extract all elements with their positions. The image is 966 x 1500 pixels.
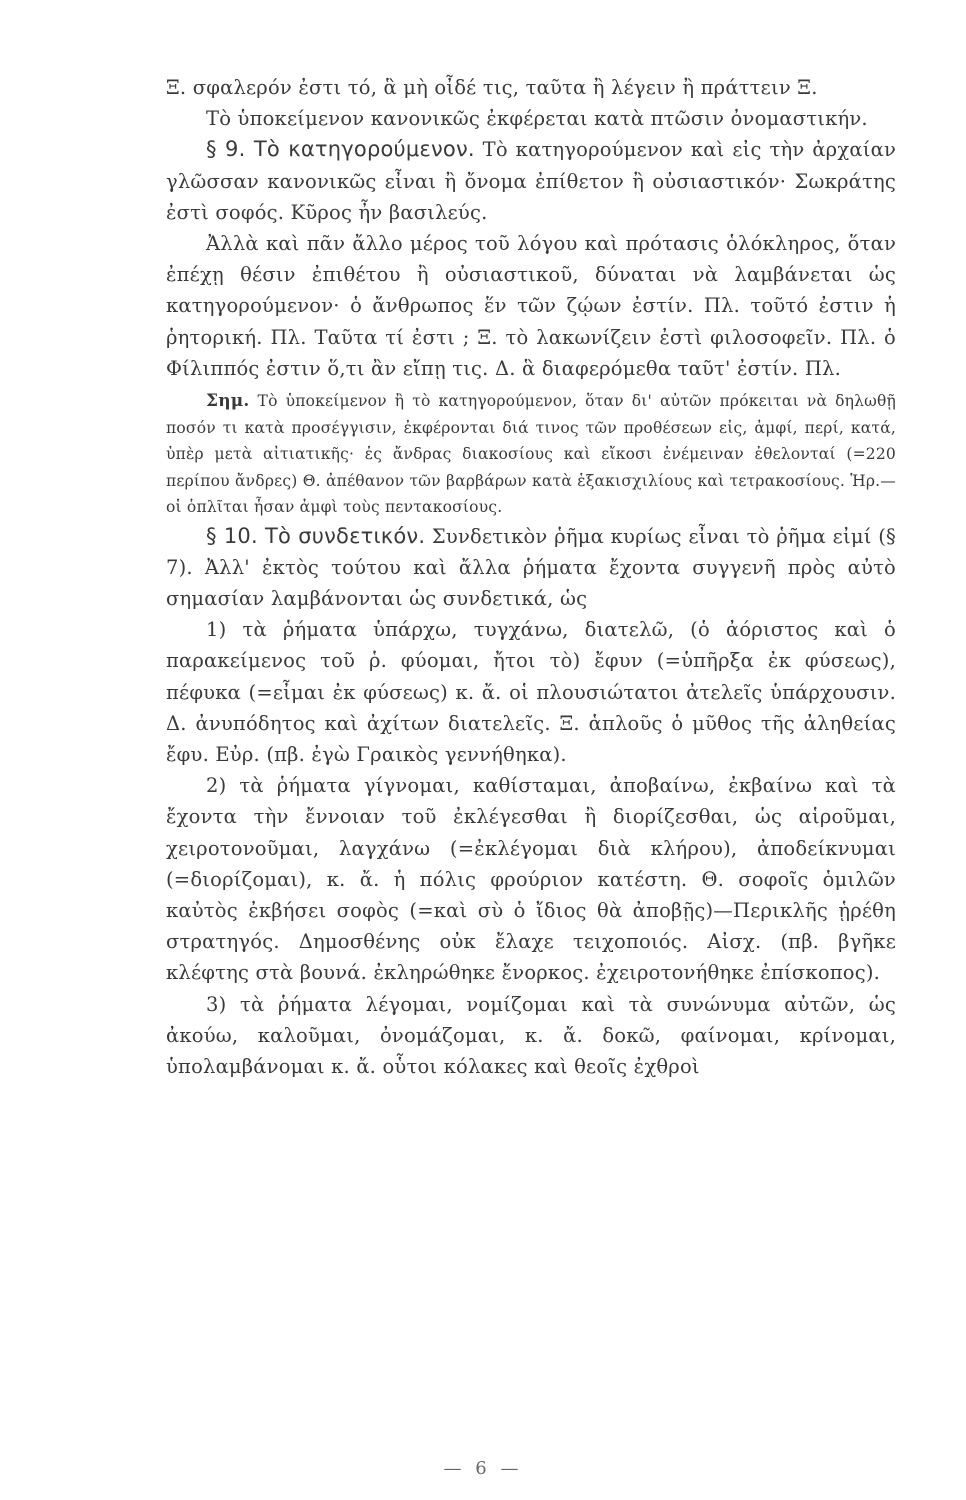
section-9-heading: § 9. Τὸ κατηγορούμενον. [206, 137, 475, 162]
list-item-3: 3) τὰ ῥήματα λέγομαι, νομίζομαι καὶ τὰ συνώνυμα αὐτῶν, ὡς ἀκούω, καλοῦμαι, ὀνομάζομαι, κ. ἄ. δοκῶ, φαίνομαι, κρίνομαι, ὑπολαμβάνομαι κ. ἄ. οὗτοι κόλακες καὶ θεοῖς ἐχθροὶ [166, 992, 896, 1078]
page-number: — 6 — [443, 1458, 523, 1479]
text-line-quote: Ξ. σφαλερόν ἐστι τό, ἃ μὴ οἶδέ τις, ταῦτα ἢ λέγειν ἢ πράττειν Ξ. [166, 76, 818, 99]
list-item-1: 1) τὰ ῥήματα ὑπάρχω, τυγχάνω, διατελῶ, (ὁ ἀόριστος καὶ ὁ παρακείμενος τοῦ ῥ. φύομαι, ἤτοι τὸ) ἔφυν (=ὑπῆρξα ἐκ φύσεως), πέφυκα (=εἶμαι ἐκ φύσεως) κ. ἄ. οἱ πλουσιώτατοι ἀτελεῖς ὑπάρχουσιν. Δ. ἀνυπόδητος καὶ ἀχίτων διατελεῖς. Ξ. ἁπλοῦς ὁ μῦθος τῆς ἀληθείας ἔφυ. Εὐρ. (πβ. ἐγὼ Γραικὸς γεννήθηκα). [166, 618, 896, 766]
body-text [166, 72, 896, 1082]
section-9-body: Τὸ κατηγορούμενον καὶ εἰς τὴν ἀρχαίαν γλῶσσαν κανονικῶς εἶναι ἢ ὄνομα ἐπίθετον ἢ οὐσιαστικόν· Σωκράτης ἐστὶ σοφός. Κῦρος ἦν βασιλεύς. [166, 138, 896, 224]
note-label: Σημ. [206, 391, 250, 412]
list-item-2: 2) τὰ ῥήματα γίγνομαι, καθίσταμαι, ἀποβαίνω, ἐκβαίνω καὶ τὰ ἔχοντα τὴν ἔννοιαν τοῦ ἐκλέγεσθαι ἢ διορίζεσθαι, ὡς αἱροῦμαι, χειροτονοῦμαι, λαγχάνω (=ἐκλέγομαι διὰ κλήρου), ἀποδείκνυμαι (=διορίζομαι), κ. ἄ. ἡ πόλις φρούριον κατέστη. Θ. σοφοῖς ὁμιλῶν καὐτὸς ἐκβήσει σοφὸς (=καὶ σὺ ὁ ἴδιος θὰ ἀποβῇς)—Περικλῆς ᾑρέθη στρατηγός. Δημοσθένης οὐκ ἔλαχε τειχοποιός. Αἰσχ. (πβ. βγῆκε κλέφτης στὰ βουνά. ἐκληρώθηκε ἔνορκος. ἐχειροτονήθηκε ἐπίσκοπος). [166, 774, 896, 985]
section-10-heading: § 10. Τὸ συνδετικόν. [206, 523, 426, 548]
note-text: Τὸ ὑποκείμενον ἢ τὸ κατηγορούμενον, ὅταν δι' αὐτῶν πρόκειται νὰ δηλωθῇ ποσόν τι κατὰ προσέγγισιν, ἐκφέρονται διά τινος τῶν προθέσεων εἰς, ἀμφί, περί, κατά, ὑπὲρ μετὰ αἰτιατικῆς· ἐς ἄνδρας διακοσίους καὶ εἴκοσι ἐνέμειναν ἐθελονταί (=220 περίπου ἄνδρες) Θ. ἀπέθανον τῶν βαρβάρων κατὰ ἑξακισχιλίους καὶ τετρακοσίους. Ἡρ.—οἱ ὁπλῖται ἦσαν ἀμφὶ τοὺς πεντακοσίους. [166, 392, 896, 517]
note-paragraph [166, 388, 896, 521]
subject-rule-paragraph: Τὸ ὑποκείμενον κανονικῶς ἐκφέρεται κατὰ πτῶσιν ὀνομαστικήν. [206, 107, 868, 131]
section-10-paragraph [166, 521, 896, 615]
section-9-paragraph [166, 134, 896, 228]
section-10-body: Συνδετικὸν ῥῆμα κυρίως εἶναι τὸ ῥῆμα εἰμί (§ 7). Ἀλλ' ἐκτὸς τούτου καὶ ἄλλα ῥήματα ἔχοντα συγγενῆ πρὸς αὐτὸ σημασίαν λαμβάνονται ὡς συνδετικά, ὡς [166, 524, 896, 610]
predicate-extension-paragraph: Ἀλλὰ καὶ πᾶν ἄλλο μέρος τοῦ λόγου καὶ πρότασις ὁλόκληρος, ὅταν ἐπέχῃ θέσιν ἐπιθέτου ἢ οὐσιαστικοῦ, δύναται νὰ λαμβάνεται ὡς κατηγορούμενον· ὁ ἄνθρωπος ἕν τῶν ζῴων ἐστίν. Πλ. τοῦτό ἐστιν ἡ ῥητορική. Πλ. Ταῦτα τί ἐστι ; Ξ. τὸ λακωνίζειν ἐστὶ φιλοσοφεῖν. Πλ. ὁ Φίλιππός ἐστιν ὅ,τι ἂν εἴπῃ τις. Δ. ἃ διαφερόμεθα ταῦτ' ἐστίν. Πλ. [166, 232, 896, 380]
